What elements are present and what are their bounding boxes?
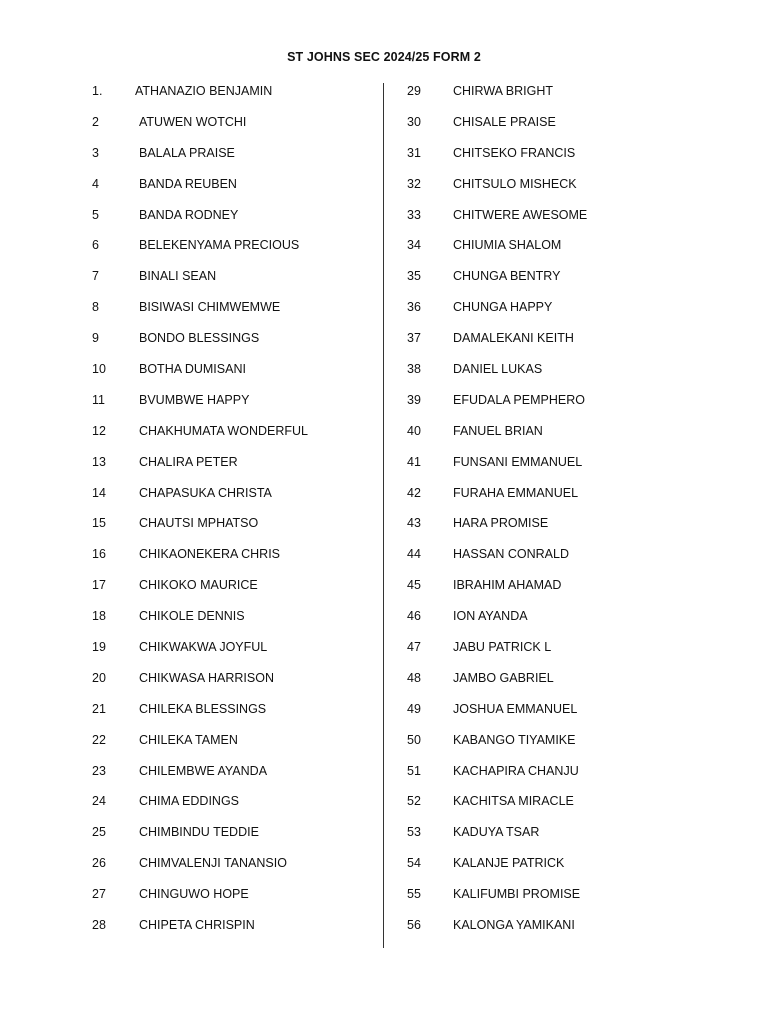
list-item	[407, 295, 737, 326]
student-name: CHIMVALENJI TANANSIO	[139, 856, 287, 871]
student-list-left	[92, 79, 377, 944]
student-number: 39	[407, 392, 421, 407]
student-name: KABANGO TIYAMIKE	[453, 732, 576, 747]
list-item	[407, 666, 737, 697]
student-name: CHAKHUMATA WONDERFUL	[139, 423, 308, 438]
student-name: CHAUTSI MPHATSO	[139, 516, 259, 531]
list-item	[92, 851, 377, 882]
student-number: 30	[407, 114, 421, 129]
list-item	[92, 573, 377, 604]
list-item	[92, 172, 377, 203]
list-item	[407, 604, 737, 635]
student-name: BOTHA DUMISANI	[139, 362, 246, 377]
student-number: 55	[407, 887, 421, 902]
list-item	[92, 635, 377, 666]
list-item	[407, 357, 737, 388]
list-item	[92, 820, 377, 851]
student-number: 17	[92, 578, 106, 593]
student-name: BELEKENYAMA PRECIOUS	[139, 238, 300, 253]
list-item	[407, 388, 737, 419]
student-name: JABU PATRICK L	[453, 640, 552, 655]
student-number: 4	[92, 176, 99, 191]
student-name: FUNSANI EMMANUEL	[453, 454, 583, 469]
student-name: CHITSEKO FRANCIS	[453, 145, 576, 160]
list-item	[407, 697, 737, 728]
student-name: KALANJE PATRICK	[453, 856, 565, 871]
student-number: 53	[407, 825, 421, 840]
student-name: CHIKOLE DENNIS	[139, 609, 245, 624]
student-number: 32	[407, 176, 421, 191]
student-number: 8	[92, 300, 99, 315]
list-item	[92, 697, 377, 728]
list-item	[92, 203, 377, 234]
student-name: CHITSULO MISHECK	[453, 176, 577, 191]
student-name: FURAHA EMMANUEL	[453, 485, 579, 500]
list-item	[407, 450, 737, 481]
student-number: 16	[92, 547, 106, 562]
list-item	[92, 481, 377, 512]
list-item	[407, 851, 737, 882]
student-list-right	[407, 79, 737, 944]
student-name: HASSAN CONRALD	[453, 547, 569, 562]
student-name: CHIUMIA SHALOM	[453, 238, 562, 253]
student-number: 48	[407, 670, 421, 685]
student-name: CHILEKA TAMEN	[139, 732, 238, 747]
student-name: CHIPETA CHRISPIN	[139, 918, 255, 933]
student-number: 11	[92, 392, 105, 407]
list-item	[92, 882, 377, 913]
student-number: 25	[92, 825, 106, 840]
student-number: 35	[407, 269, 421, 284]
student-number: 37	[407, 331, 421, 346]
student-name: CHUNGA HAPPY	[453, 300, 553, 315]
list-item	[407, 326, 737, 357]
student-name: CHINGUWO HOPE	[139, 887, 249, 902]
list-item	[92, 666, 377, 697]
student-name: BANDA REUBEN	[139, 176, 237, 191]
student-name: KACHITSA MIRACLE	[453, 794, 574, 809]
student-number: 56	[407, 918, 421, 933]
student-name: KADUYA TSAR	[453, 825, 540, 840]
student-name: CHAPASUKA CHRISTA	[139, 485, 272, 500]
student-number: 47	[407, 640, 421, 655]
student-number: 26	[92, 856, 106, 871]
student-number: 54	[407, 856, 421, 871]
student-name: DANIEL LUKAS	[453, 362, 543, 377]
student-name: ION AYANDA	[453, 609, 528, 624]
student-name: IBRAHIM AHAMAD	[453, 578, 562, 593]
student-name: HARA PROMISE	[453, 516, 549, 531]
list-item	[407, 789, 737, 820]
list-item	[92, 141, 377, 172]
student-number: 43	[407, 516, 421, 531]
student-name: CHITWERE AWESOME	[453, 207, 588, 222]
list-item	[92, 511, 377, 542]
student-number: 46	[407, 609, 421, 624]
student-name: CHIRWA BRIGHT	[453, 84, 554, 98]
student-number: 5	[92, 207, 99, 222]
student-number: 40	[407, 423, 421, 438]
student-name: ATUWEN WOTCHI	[139, 114, 247, 129]
student-number: 23	[92, 763, 106, 778]
student-number: 22	[92, 732, 106, 747]
student-name: KALONGA YAMIKANI	[453, 918, 575, 933]
student-number: 38	[407, 362, 421, 377]
student-number: 15	[92, 516, 106, 531]
list-item	[407, 542, 737, 573]
student-number: 10	[92, 362, 106, 377]
list-item	[407, 820, 737, 851]
student-number: 33	[407, 207, 421, 222]
list-item	[407, 264, 737, 295]
list-item	[407, 233, 737, 264]
list-item	[92, 295, 377, 326]
list-item	[92, 728, 377, 759]
student-number: 24	[92, 794, 106, 809]
student-number: 51	[407, 763, 421, 778]
student-name: BISIWASI CHIMWEMWE	[139, 300, 281, 315]
student-number: 2	[92, 114, 99, 129]
list-item	[407, 110, 737, 141]
list-item	[92, 233, 377, 264]
student-number: 1.	[92, 84, 103, 98]
list-item	[407, 728, 737, 759]
student-number: 36	[407, 300, 421, 315]
student-number: 27	[92, 887, 106, 902]
student-name: BINALI SEAN	[139, 269, 217, 284]
student-name: BONDO BLESSINGS	[139, 331, 260, 346]
document-title: ST JOHNS SEC 2024/25 FORM 2	[287, 50, 481, 64]
student-number: 41	[407, 454, 421, 469]
student-name: JAMBO GABRIEL	[453, 670, 554, 685]
student-number: 28	[92, 918, 106, 933]
student-number: 52	[407, 794, 421, 809]
student-name: CHIKWASA HARRISON	[139, 670, 274, 685]
list-item	[92, 357, 377, 388]
student-name: CHIKWAKWA JOYFUL	[139, 640, 268, 655]
student-number: 44	[407, 547, 421, 562]
student-name: DAMALEKANI KEITH	[453, 331, 574, 346]
list-item	[92, 759, 377, 790]
student-name: BALALA PRAISE	[139, 145, 235, 160]
student-name: CHIMA EDDINGS	[139, 794, 240, 809]
list-item	[407, 481, 737, 512]
student-number: 29	[407, 84, 421, 98]
student-number: 18	[92, 609, 106, 624]
student-number: 9	[92, 331, 99, 346]
student-name: CHALIRA PETER	[139, 454, 238, 469]
list-item	[92, 419, 377, 450]
student-name: CHISALE PRAISE	[453, 114, 556, 129]
list-item	[92, 604, 377, 635]
list-item	[407, 573, 737, 604]
list-item	[407, 141, 737, 172]
student-name: CHIKOKO MAURICE	[139, 578, 258, 593]
list-item	[92, 79, 377, 110]
student-number: 42	[407, 485, 421, 500]
student-name: CHILEKA BLESSINGS	[139, 701, 267, 716]
student-name: CHIMBINDU TEDDIE	[139, 825, 259, 840]
student-number: 50	[407, 732, 421, 747]
student-name: FANUEL BRIAN	[453, 423, 543, 438]
list-item	[92, 326, 377, 357]
student-number: 3	[92, 145, 99, 160]
list-item	[92, 264, 377, 295]
student-name: BANDA RODNEY	[139, 207, 239, 222]
list-item	[92, 388, 377, 419]
student-number: 12	[92, 423, 106, 438]
student-number: 49	[407, 701, 421, 716]
list-item	[92, 450, 377, 481]
student-number: 45	[407, 578, 421, 593]
list-item	[92, 542, 377, 573]
list-item	[407, 882, 737, 913]
student-name: JOSHUA EMMANUEL	[453, 701, 578, 716]
student-number: 19	[92, 640, 106, 655]
student-number: 14	[92, 485, 106, 500]
student-name: CHIKAONEKERA CHRIS	[139, 547, 281, 562]
column-divider	[383, 83, 384, 948]
list-item	[92, 913, 377, 944]
list-item	[407, 172, 737, 203]
list-item	[407, 635, 737, 666]
student-number: 21	[92, 701, 106, 716]
student-number: 34	[407, 238, 421, 253]
list-item	[92, 110, 377, 141]
student-name: CHILEMBWE AYANDA	[139, 763, 268, 778]
student-number: 20	[92, 670, 106, 685]
student-number: 7	[92, 269, 99, 284]
student-name: CHUNGA BENTRY	[453, 269, 561, 284]
list-item	[92, 789, 377, 820]
student-number: 6	[92, 238, 99, 253]
student-name: BVUMBWE HAPPY	[139, 392, 250, 407]
list-item	[407, 913, 737, 944]
student-name: EFUDALA PEMPHERO	[453, 392, 585, 407]
list-item	[407, 511, 737, 542]
list-item	[407, 419, 737, 450]
student-number: 31	[407, 145, 421, 160]
student-number: 13	[92, 454, 106, 469]
list-item	[407, 759, 737, 790]
list-item	[407, 203, 737, 234]
student-name: KACHAPIRA CHANJU	[453, 763, 579, 778]
student-name: ATHANAZIO BENJAMIN	[135, 84, 273, 98]
student-name: KALIFUMBI PROMISE	[453, 887, 581, 902]
list-item	[407, 79, 737, 110]
